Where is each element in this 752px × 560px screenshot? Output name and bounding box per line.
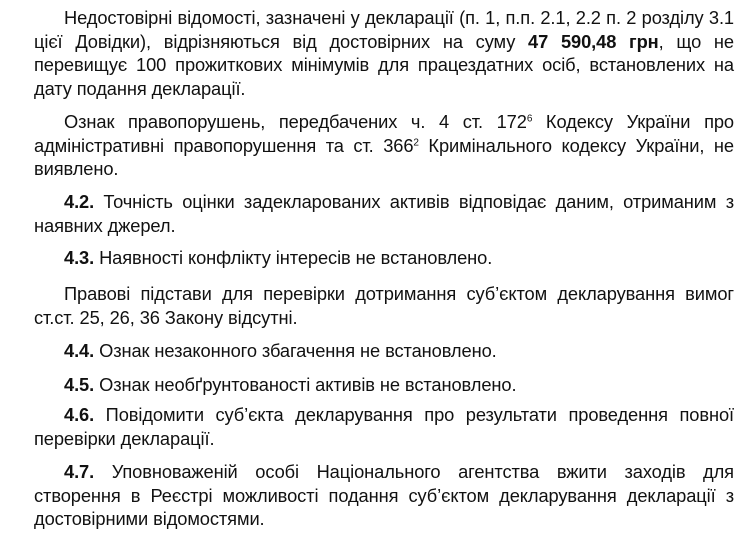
item-text-4-5: Ознак необґрунтованості активів не встановлено.	[94, 374, 517, 395]
p2-part3: Кримінального кодексу України, не виявлено.	[34, 134, 734, 179]
paragraph-no-violations	[34, 110, 734, 181]
item-number-4-5: 4.5.	[64, 374, 95, 395]
legal-grounds-text: Правові підстави для перевірки дотримання суб’єктом декларування вимог ст.ст. 25, 26, 36 Закону відсутні.	[34, 283, 734, 328]
p1-text-after: , що не перевищує 100 прожиткових мінімумів для працездатних осіб, встановлених на дату подання декларації.	[34, 30, 734, 99]
item-text-4-2: Точність оцінки задекларованих активів відповідає даним, отриманим з наявних джерел.	[34, 191, 734, 236]
paragraph-legal-grounds	[34, 282, 734, 329]
item-number-4-2: 4.2.	[64, 191, 95, 212]
p2-superscript-1: 6	[526, 113, 533, 125]
paragraph-4-7	[34, 460, 734, 531]
p2-part2: Кодексу України про адміністративні правопорушення та ст. 366	[34, 111, 734, 156]
p2-part1: Ознак правопорушень, передбачених ч. 4 ст. 172	[64, 111, 527, 132]
item-text-4-7: Уповноваженій особі Національного агентства вжити заходів для створення в Реєстрі можливості подання суб’єктом декларування декларації з достовірними відомостями.	[34, 461, 734, 529]
item-number-4-7: 4.7.	[64, 461, 95, 482]
paragraph-4-3	[34, 246, 734, 270]
paragraph-false-information	[34, 6, 734, 100]
item-text-4-6: Повідомити суб’єкта декларування про результати проведення повної перевірки декларації.	[34, 404, 734, 449]
paragraph-4-2	[34, 190, 734, 237]
item-text-4-3: Наявності конфлікту інтересів не встановлено.	[94, 247, 493, 268]
item-number-4-6: 4.6.	[64, 404, 95, 425]
p2-superscript-2: 2	[413, 137, 419, 148]
paragraph-4-6	[34, 403, 734, 450]
paragraph-4-5	[34, 373, 734, 397]
discrepancy-amount: 47 590,48 грн	[528, 30, 659, 52]
item-text-4-4: Ознак незаконного збагачення не встановлено.	[94, 340, 497, 361]
paragraph-4-4	[34, 339, 734, 363]
item-number-4-4: 4.4.	[64, 340, 95, 361]
item-number-4-3: 4.3.	[64, 247, 95, 268]
p1-text-before: Недостовірні відомості, зазначені у декларації (п. 1, п.п. 2.1, 2.2 п. 2 розділу 3.1 цієї Довідки), відрізняються від достовірних на суму	[34, 7, 734, 52]
